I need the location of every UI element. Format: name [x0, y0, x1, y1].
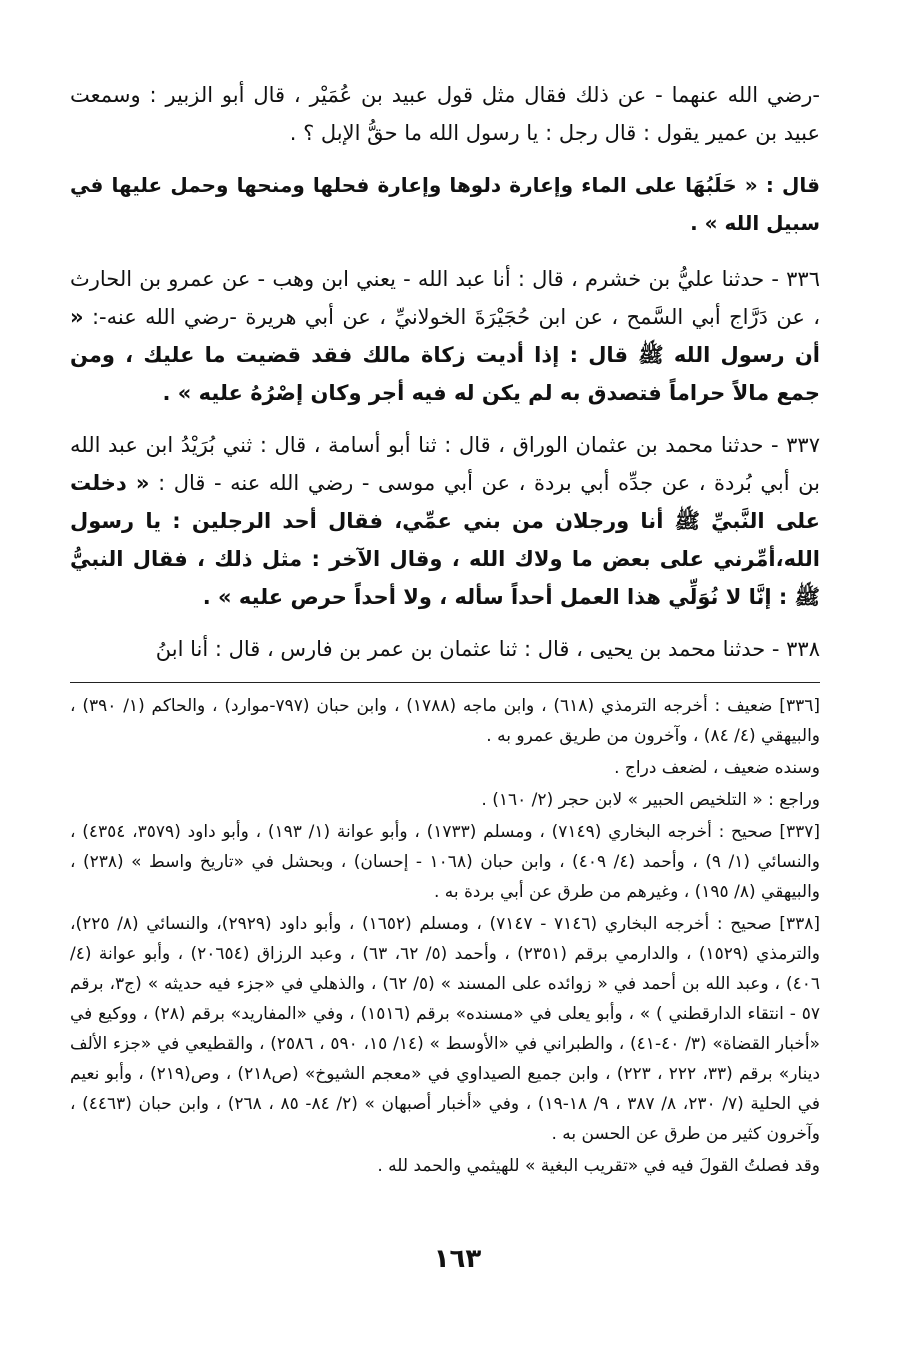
footnote-336: [٣٣٦] ضعيف : أخرجه الترمذي (٦١٨) ، وابن ماجه (١٧٨٨) ، وابن حبان (٧٩٧-موارد) ، والحاكم (١/ ٣٩٠) ، والبيهقي (٤/ ٨٤) ، وآخرون من طريق عمرو به .: [70, 696, 820, 746]
hadith-text: قال : « حَلَبُهَا على الماء وإعارة دلوها وإعارة فحلها ومنحها وحمل عليها في سبيل الله » .: [70, 173, 820, 235]
footnote-divider: [70, 682, 820, 683]
page-body: [70, 76, 820, 1183]
footnote-336-reference: وراجع : « التلخيص الحبير » لابن حجر (٢/ ١٦٠) .: [481, 790, 820, 810]
hadith-337-isnad: ٣٣٧ - حدثنا محمد بن عثمان الوراق ، قال : ثنا أبو أسامة ، قال : ثني بُرَيْدُ ابن عبد الله بن أبي بُردة ، عن جدِّه أبي بردة ، عن أبي موسى - رضي الله عنه - قال :: [70, 433, 820, 495]
hadith-336: [70, 260, 820, 412]
footnote-336-note: وسنده ضعيف ، لضعف دراج .: [614, 758, 820, 778]
footnote-338: [٣٣٨] صحيح : أخرجه البخاري (٧١٤٦ - ٧١٤٧) ، ومسلم (١٦٥٢) ، وأبو داود (٢٩٢٩)، والنسائي (٨/ ٢٢٥)، والترمذي (١٥٢٩) ، والدارمي برقم (٢٣٥١) ، وأحمد (٥/ ٦٢، ٦٣) ، وعبد الرزاق (٢٠٦٥٤) ، وأبو عوانة (٤/ ٤٠٦) ، وعبد الله بن أحمد في « زوائده على المسند » (٥/ ٦٢) ، والذهلي في «جزء فيه حديثه » (ج٣، برقم ٥٧ - انتقاء الدارقطني ) » ، وأبو يعلى في «مسنده» برقم (١٥١٦) ، وفي «المفاريد» برقم (٢٨) ، ووكيع في «أخبار القضاة» (٣/ ٤٠-٤١) ، والطبراني في «الأوسط » (١٤/ ١٥، ٥٩٠ ، ٢٥٨٦) ، والقطيعي في «جزء الألف دينار» برقم (٣٣، ٢٢٢ ، ٢٢٣) ، وابن جميع الصيداوي في «معجم الشيوخ» (ص٢١٨) ، وص(٢١٩) ، وأبو نعيم في الحلية (٧/ ٢٣٠، ٨/ ٣٨٧ ، ٩/ ١٨-١٩) ، وفي «أخبار أصبهان » (٢/ ٨٤- ٨٥ ، ٢٦٨) ، وابن حبان (٤٤٦٣) ، وآخرون كثير من طرق عن الحسن به .: [70, 914, 821, 1144]
footnote-337: [٣٣٧] صحيح : أخرجه البخاري (٧١٤٩) ، ومسلم (١٧٣٣) ، وأبو عوانة (١/ ١٩٣) ، وأبو داود (٣٥٧٩، ٤٣٥٤) ، والنسائي (١/ ٩) ، وأحمد (٤/ ٤٠٩) ، وابن حبان (١٠٦٨ - إحسان) ، وبحشل في «تاريخ واسط » (٢٣٨) ، والبيهقي (٨/ ١٩٥) ، وغيرهم من طرق عن أبي بردة به .: [70, 822, 820, 902]
hadith-337: [70, 426, 820, 616]
page-number: ١٦٣: [433, 1244, 482, 1274]
text-paragraph: -رضي الله عنهما - عن ذلك فقال مثل قول عبيد بن عُمَيْر ، قال أبو الزبير : وسمعت عبيد بن عمير يقول : قال رجل : يا رسول الله ما حقُّ الإبل ؟ .: [70, 83, 820, 145]
footnotes: [70, 691, 820, 1181]
hadith-338: ٣٣٨ - حدثنا محمد بن يحيى ، قال : ثنا عثمان بن عمر بن فارس ، قال : أنا ابنُ: [155, 637, 820, 661]
footnote-closing: وقد فصلتُ القولَ فيه في «تقريب البغية » للهيثمي والحمد لله .: [377, 1156, 820, 1176]
hadith-337-matn: « دخلت على النَّبيِّ ﷺ أنا ورجلان من بني عمِّي، فقال أحد الرجلين : يا رسول الله،أمِّرني على بعض ما ولاك الله ، وقال الآخر : مثل ذلك ، فقال النبيُّ ﷺ : إنَّا لا نُوَلِّي هذا العمل أحداً سأله ، ولا أحداً حرص عليه » .: [70, 471, 820, 609]
hadith-336-matn: « أن رسول الله ﷺ قال : إذا أديت زكاة مالك فقد قضيت ما عليك ، ومن جمع مالاً حراماً فتصدق به لم يكن له فيه أجر وكان إصْرُهُ عليه » .: [70, 305, 820, 405]
hadith-336-isnad: ٣٣٦ - حدثنا عليُّ بن خشرم ، قال : أنا عبد الله - يعني ابن وهب - عن عمرو بن الحارث ، عن دَرَّاج أبي السَّمح ، عن ابن حُجَيْرَةَ الخولانيِّ ، عن أبي هريرة -رضي الله عنه-:: [70, 267, 820, 329]
